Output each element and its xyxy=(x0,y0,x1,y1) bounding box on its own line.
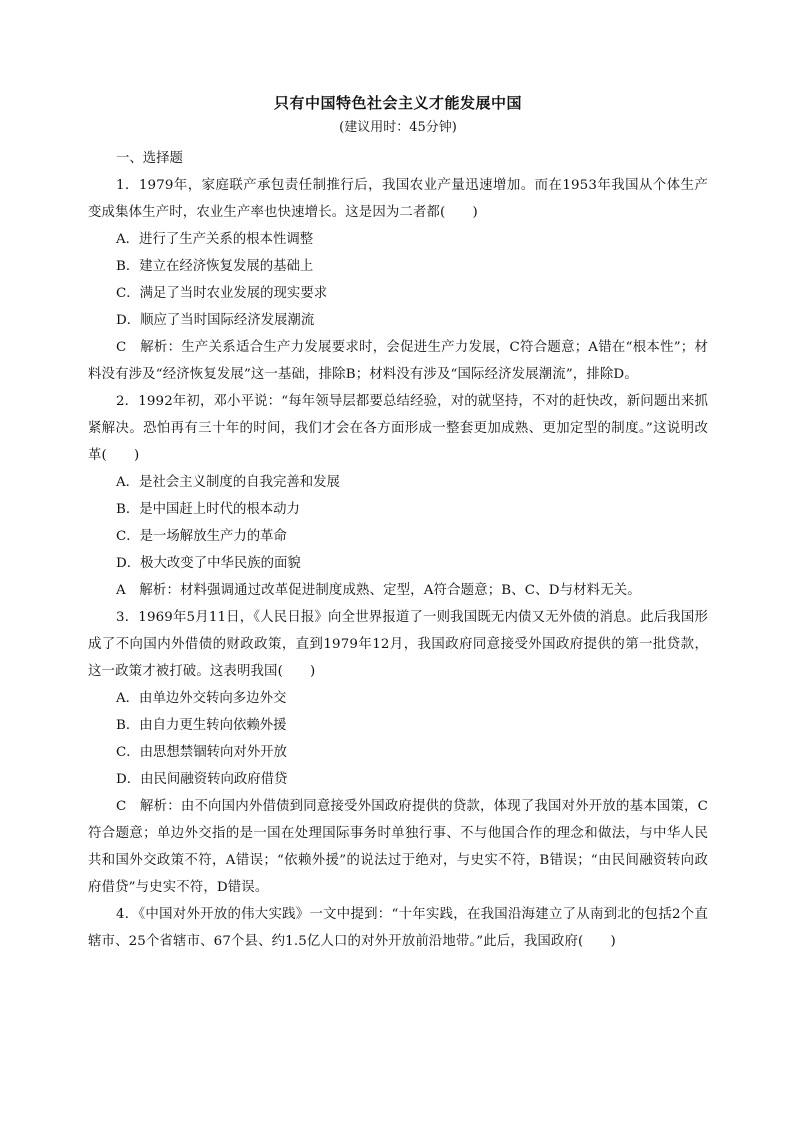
answer-analysis: A 解析：材料强调通过改革促进制度成熟、定型，A符合题意；B、C、D与材料无关。 xyxy=(116,583,641,598)
answer-analysis: C 解析：由不向国内外借债到同意接受外国政府提供的贷款，体现了我国对外开放的基本国策，C符合题意；单边外交指的是一国在处理国际事务时单独行事、不与他国合作的理念和做法，与中华人民共和国外交政策不符，A错误；“依赖外援”的说法过于绝对，与史实不符，B错误；“由民间融资转向政府借贷”与史实不符，D错误。 xyxy=(88,799,708,895)
option-c: C．满足了当时农业发展的现实要求 xyxy=(116,286,328,301)
option-b: B．建立在经济恢复发展的基础上 xyxy=(116,259,314,274)
question-4 xyxy=(88,901,708,955)
option-b: B．由自力更生转向依赖外援 xyxy=(116,718,287,733)
option-d: D．顺应了当时国际经济发展潮流 xyxy=(116,313,315,328)
question-2 xyxy=(88,388,708,604)
question-stem: 2．1992年初，邓小平说：“每年领导层都要总结经验，对的就坚持，不对的赶快改，新问题出来抓紧解决。恐怕再有三十年的时间，我们才会在各方面形成一整套更加成熟、更加定型的制度。”这说明改革( ) xyxy=(88,394,708,463)
option-a: A．由单边外交转向多边外交 xyxy=(116,691,287,706)
question-stem: 3．1969年5月11日，《人民日报》向全世界报道了一则我国既无内债又无外债的消息。此后我国形成了不向国内外借债的财政政策，直到1979年12月，我国政府同意接受外国政府提供的第一批贷款，这一政策才被打破。这表明我国( ) xyxy=(88,610,708,679)
option-d: D．由民间融资转向政府借贷 xyxy=(116,772,288,787)
question-3 xyxy=(88,604,708,901)
document-title: 只有中国特色社会主义才能发展中国 xyxy=(273,94,522,112)
option-d: D．极大改变了中华民族的面貌 xyxy=(116,556,301,571)
option-c: C．是一场解放生产力的革命 xyxy=(116,529,287,544)
section-heading: 一、选择题 xyxy=(116,151,183,166)
question-stem: 4．《中国对外开放的伟大实践》一文中提到：“十年实践，在我国沿海建立了从南到北的包括2个直辖市、25个省辖市、67个县、约1.5亿人口的对外开放前沿地带。”此后，我国政府( ) xyxy=(88,907,708,949)
option-b: B．是中国赶上时代的根本动力 xyxy=(116,502,300,517)
suggested-time: (建议用时：45分钟) xyxy=(339,120,457,135)
option-c: C．由思想禁锢转向对外开放 xyxy=(116,745,287,760)
question-stem: 1．1979年，家庭联产承包责任制推行后，我国农业产量迅速增加。而在1953年我国从个体生产变成集体生产时，农业生产率也快速增长。这是因为二者都( ) xyxy=(88,178,708,220)
option-a: A．是社会主义制度的自我完善和发展 xyxy=(116,475,340,490)
answer-analysis: C 解析：生产关系适合生产力发展要求时，会促进生产力发展，C符合题意；A错在“根本性”；材料没有涉及“经济恢复发展”这一基础，排除B；材料没有涉及“国际经济发展潮流”，排除D。 xyxy=(88,340,708,382)
option-a: A．进行了生产关系的根本性调整 xyxy=(116,232,314,247)
document-page xyxy=(88,92,708,955)
question-1 xyxy=(88,172,708,388)
